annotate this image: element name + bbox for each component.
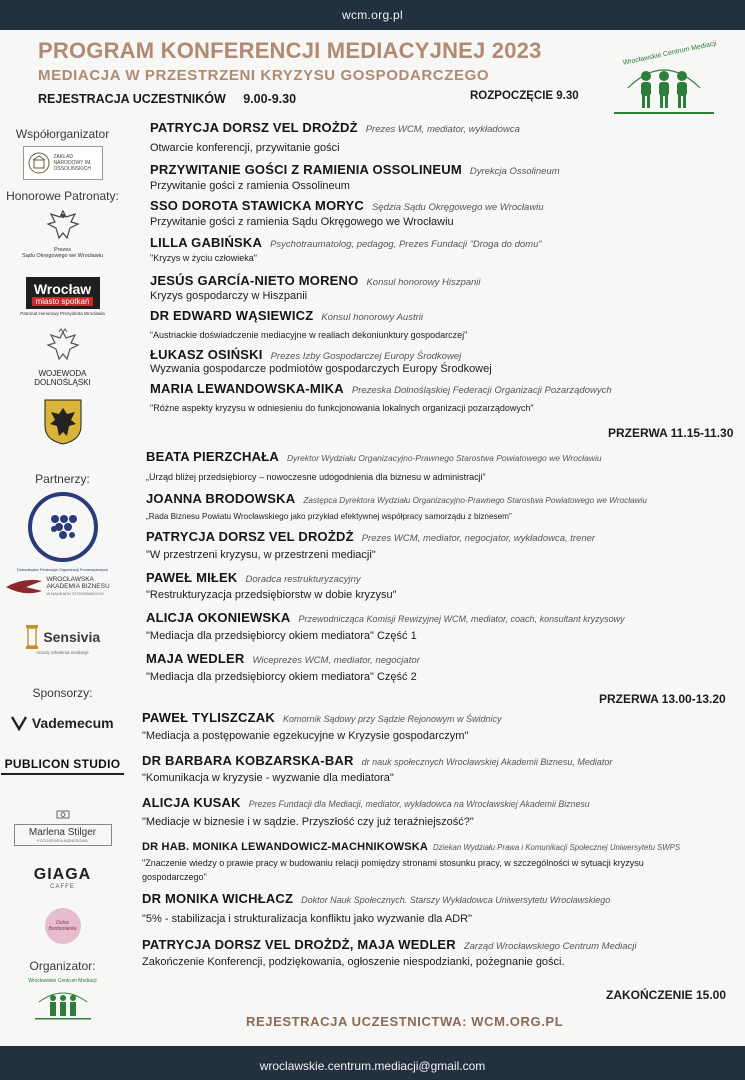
publicon-text: PUBLICON STUDIO bbox=[4, 757, 121, 771]
speaker-name: ALICJA OKONIEWSKA bbox=[146, 610, 291, 625]
sensivia-text: Sensivia bbox=[43, 629, 101, 645]
partners-label: Partnerzy: bbox=[35, 472, 90, 486]
talk-topic: "Mediacje w biznesie i w sądzie. Przyszłość czy już teraźniejszość?" bbox=[142, 816, 474, 828]
page-subtitle: MEDIACJA W PRZESTRZENI KRYZYSU GOSPODARCZEGO bbox=[38, 67, 490, 84]
agenda-item bbox=[142, 752, 612, 770]
speaker-role: Doktor Nauk Społecznych. Starszy Wykładowca Uniwersytetu Wrocławskiego bbox=[301, 895, 611, 905]
talk-topic: "Komunikacja w kryzysie - wyzwanie dla mediatora" bbox=[142, 772, 394, 784]
speaker-name: MARIA LEWANDOWSKA-MIKA bbox=[150, 381, 344, 396]
talk-topic: "5% - stabilizacja i strukturalizacja konfliktu jako wyzwanie dla ADR" bbox=[142, 913, 472, 925]
program-page bbox=[0, 30, 745, 1046]
speaker-role: dr nauk społecznych Wrocławskiej Akademii Biznesu, Mediator bbox=[361, 757, 613, 767]
v-mark-icon bbox=[11, 715, 27, 731]
organizer-people-icon bbox=[33, 984, 93, 1020]
academy-line1: WROCŁAWSKA bbox=[46, 576, 94, 583]
speaker-role: Zastępca Dyrektora Wydziału Organizacyjno-Prawnego Starostwa Powiatowego we Wrocławiu bbox=[303, 496, 647, 505]
talk-topic: Otwarcie konferencji, przywitanie gości bbox=[150, 142, 340, 154]
speaker-name: JESÚS GARCÍA-NIETO MORENO bbox=[150, 273, 359, 288]
coorganizer-label-wrap bbox=[0, 125, 125, 143]
talk-topic-cont: gospodarczego" bbox=[142, 872, 207, 882]
speaker-role: Konsul honorowy Hiszpanii bbox=[366, 277, 481, 288]
patronage-label-wrap bbox=[0, 187, 125, 205]
break-first: PRZERWA 11.15-11.30 bbox=[608, 426, 734, 440]
patronage-label: Honorowe Patronaty: bbox=[6, 189, 119, 203]
court-logo bbox=[0, 208, 125, 259]
speaker-role: Wiceprezes WCM, mediator, negocjator bbox=[252, 655, 420, 666]
agenda-item bbox=[146, 569, 361, 587]
agenda-item bbox=[142, 936, 636, 954]
speaker-name: ŁUKASZ OSIŃSKI bbox=[150, 347, 263, 362]
round-logo-text: Dolce Bonbonierka bbox=[48, 920, 77, 932]
speaker-role: Prezes WCM, mediator, negocjator, wykładowca, trener bbox=[361, 533, 596, 544]
wcm-logo-underline bbox=[614, 112, 714, 114]
speaker-role: Doradca restrukturyzacyjny bbox=[245, 574, 361, 585]
agenda-item bbox=[146, 528, 595, 546]
talk-topic: "Restrukturyzacja przedsiębiorstw w dobie kryzysu" bbox=[146, 589, 397, 601]
vademecum-text: Vademecum bbox=[31, 714, 114, 731]
speaker-role: Prezes Fundacji dla Mediacji, mediator, wykładowca na Wrocławskiej Akademii Biznesu bbox=[248, 799, 590, 809]
federation-logo bbox=[0, 492, 125, 572]
court-logo-line1: Prezes bbox=[53, 247, 72, 253]
agenda-item bbox=[150, 346, 461, 364]
speaker-name: DR EDWARD WĄSIEWICZ bbox=[150, 308, 314, 323]
agenda-item bbox=[146, 650, 420, 668]
coat-of-arms-icon bbox=[43, 398, 83, 446]
academy-logo bbox=[0, 576, 125, 597]
speaker-name: SSO DOROTA STAWICKA MORYC bbox=[150, 198, 364, 213]
coorganizer-label: Współorganizator bbox=[15, 127, 110, 141]
speaker-role: Prezeska Dolnośląskiej Federacji Organizacji Pozarządowych bbox=[351, 385, 612, 396]
talk-topic: „Urząd bliżej przedsiębiorcy – nowoczesne udogodnienia dla biznesu w administracji” bbox=[146, 472, 486, 482]
speaker-name: ALICJA KUSAK bbox=[142, 795, 241, 810]
voivode-line1: WOJEWODA bbox=[38, 369, 87, 378]
organizer-label-wrap bbox=[0, 957, 125, 975]
giaga-text: GIAGA bbox=[33, 866, 92, 883]
talk-topic: Wyzwania gospodarcze podmiotów gospodarczych Europy Środkowej bbox=[150, 363, 492, 375]
agenda-item bbox=[150, 307, 423, 325]
agenda-item bbox=[142, 890, 610, 908]
speaker-role: Sędzia Sądu Okręgowego we Wrocławiu bbox=[371, 202, 544, 213]
agenda-item bbox=[142, 794, 590, 812]
wings-icon bbox=[6, 577, 42, 597]
talk-topic: "Różne aspekty kryzysu w odniesieniu do funkcjonowania lokalnych organizacji pozarządowych" bbox=[150, 403, 534, 413]
speaker-name: PATRYCJA DORSZ VEL DROŻDŻ bbox=[150, 120, 358, 135]
talk-topic: "Mediacja dla przedsiębiorcy okiem mediatora" Część 1 bbox=[146, 630, 417, 642]
talk-topic: "Kryzys w życiu człowieka" bbox=[150, 253, 257, 263]
column-icon bbox=[25, 624, 39, 650]
camera-icon bbox=[56, 809, 70, 819]
talk-topic: Przywitanie gości z ramienia Sądu Okręgowego we Wrocławiu bbox=[150, 216, 454, 228]
federation-grapes-icon bbox=[28, 492, 98, 562]
ossolineum-logo bbox=[0, 146, 125, 180]
ossolineum-logo-text: ZAKŁAD NARODOWY IM. OSSOLIŃSKICH bbox=[53, 154, 92, 172]
talk-topic: “Austriackie doświadczenie mediacyjne w realiach dekoniunktury gospodarczej” bbox=[150, 330, 468, 340]
court-logo-line2: Sądu Okręgowego we Wrocławiu bbox=[22, 253, 103, 259]
wroclaw-logo bbox=[0, 277, 125, 316]
stilger-logo bbox=[0, 806, 125, 846]
speaker-name: PATRYCJA DORSZ VEL DROŻDŻ bbox=[146, 529, 354, 544]
start-time: ROZPOCZĘCIE 9.30 bbox=[470, 90, 579, 102]
speaker-role: Konsul honorowy Austrii bbox=[321, 312, 423, 323]
speaker-role: Zarząd Wrocławskiego Centrum Mediacji bbox=[463, 941, 637, 952]
speaker-role: Psychotraumatolog, pedagog, Prezes Fundacji “Droga do domu” bbox=[270, 239, 542, 250]
talk-topic: Zakończenie Konferencji, podziękowania, ogłoszenie niespodzianki, pożegnanie gości. bbox=[142, 956, 565, 968]
talk-topic: "Znaczenie wiedzy o prawie pracy w budowaniu relacji pomiędzy stronami stosunku pracy, w szczególności w sytuacji kryzysu bbox=[142, 858, 644, 868]
top-band bbox=[0, 0, 745, 30]
wroclaw-logo-text: Wrocław bbox=[33, 280, 92, 297]
talk-topic: "Mediacja dla przedsiębiorcy okiem mediatora" Część 2 bbox=[146, 671, 417, 683]
break-second: PRZERWA 13.00-13.20 bbox=[599, 692, 726, 706]
agenda-item bbox=[146, 609, 625, 627]
organizer-logo bbox=[0, 978, 125, 1025]
agenda-item bbox=[150, 380, 612, 398]
partners-label-wrap bbox=[0, 470, 125, 488]
speaker-name: BEATA PIERZCHAŁA bbox=[146, 449, 279, 464]
sensivia-sub: rozwój szkolenia mediacje bbox=[36, 650, 89, 655]
agenda-item bbox=[150, 161, 560, 179]
agenda-item bbox=[150, 119, 520, 137]
talk-topic: "Mediacja a postępowanie egzekucyjne w Kryzysie gospodarczym" bbox=[142, 730, 469, 742]
site-url: wcm.org.pl bbox=[341, 8, 403, 22]
agenda-item bbox=[150, 234, 542, 252]
federation-logo-text: Dolnośląska Federacja Organizacji Pozarządowych bbox=[16, 567, 109, 572]
eagle-crown-icon bbox=[45, 328, 81, 364]
voivode-logo bbox=[0, 328, 125, 387]
wcm-logo-text: Wrocławskie Centrum Mediacji bbox=[622, 40, 718, 67]
talk-topic: „Rada Biznesu Powiatu Wrocławskiego jako przykład efektywnej współpracy samorządu z biznesem” bbox=[146, 512, 512, 521]
speaker-name: DR HAB. MONIKA LEWANDOWICZ-MACHNIKOWSKA bbox=[142, 841, 429, 853]
organizer-label: Organizator: bbox=[29, 959, 96, 973]
giaga-sub: CAFFE bbox=[50, 884, 75, 890]
agenda-item bbox=[146, 490, 647, 508]
agenda-item bbox=[150, 272, 481, 290]
sensivia-logo bbox=[0, 624, 125, 655]
talk-topic: Przywitanie gości z ramienia Ossolineum bbox=[150, 180, 350, 192]
page-title: PROGRAM KONFERENCJI MEDIACYJNEJ 2023 bbox=[38, 38, 542, 63]
sponsors-label-wrap bbox=[0, 684, 125, 702]
wroclaw-logo-sub: miasto spotkań bbox=[32, 297, 94, 306]
speaker-name: MAJA WEDLER bbox=[146, 651, 245, 666]
speaker-name: PATRYCJA DORSZ VEL DROŻDŻ, MAJA WEDLER bbox=[142, 937, 456, 952]
agenda-item bbox=[142, 709, 502, 727]
talk-topic: Kryzys gospodarczy w Hiszpanii bbox=[150, 290, 308, 302]
registration-line bbox=[38, 92, 296, 106]
sponsors-label: Sponsorzy: bbox=[32, 686, 93, 700]
voivode-line2: DOLNOŚLĄSKI bbox=[34, 378, 91, 387]
speaker-name: JOANNA BRODOWSKA bbox=[146, 491, 296, 506]
agenda-item bbox=[142, 837, 680, 855]
speaker-role: Dyrekcja Ossolineum bbox=[469, 166, 560, 177]
speaker-name: PAWEŁ TYLISZCZAK bbox=[142, 710, 275, 725]
speaker-name: PRZYWITANIE GOŚCI Z RAMIENIA OSSOLINEUM bbox=[150, 162, 462, 177]
round-logo bbox=[0, 908, 125, 944]
wcm-logo bbox=[614, 40, 718, 116]
speaker-role: Przewodnicząca Komisji Rewizyjnej WCM, mediator, coach, konsultant kryzysowy bbox=[298, 614, 625, 624]
organizer-logo-text: Wrocławskie Centrum Mediacji bbox=[28, 978, 97, 984]
speaker-role: Komornik Sądowy przy Sądzie Rejonowym w Świdnicy bbox=[282, 714, 502, 724]
speaker-role: Prezes WCM, mediator, wykładowca bbox=[365, 124, 520, 135]
giaga-logo bbox=[0, 866, 125, 890]
academy-line3: W NAUKACH STOSOWANYCH bbox=[46, 591, 104, 596]
coat-of-arms bbox=[0, 398, 125, 451]
building-icon bbox=[28, 152, 50, 174]
speaker-role: Prezes Izby Gospodarczej Europy Środkowej bbox=[270, 351, 462, 362]
agenda-item bbox=[150, 197, 544, 215]
end-time: ZAKOŃCZENIE 15.00 bbox=[606, 988, 727, 1002]
registration-time: 9.00-9.30 bbox=[243, 92, 297, 106]
talk-topic: "W przestrzeni kryzysu, w przestrzeni mediacji" bbox=[146, 549, 376, 561]
stilger-text: Marlena Stilger bbox=[28, 827, 97, 838]
contact-email: wroclawskie.centrum.mediacji@gmail.com bbox=[259, 1059, 486, 1073]
speaker-name: LILLA GABIŃSKA bbox=[150, 235, 263, 250]
agenda-item bbox=[146, 448, 602, 466]
registration-label: REJESTRACJA UCZESTNIKÓW bbox=[38, 92, 226, 106]
vademecum-logo bbox=[0, 714, 125, 732]
speaker-name: PAWEŁ MIŁEK bbox=[146, 570, 238, 585]
speaker-name: DR MONIKA WICHŁACZ bbox=[142, 891, 294, 906]
academy-line2: AKADEMIA BIZNESU bbox=[46, 583, 110, 590]
registration-footer: REJESTRACJA UCZESTNICTWA: WCM.ORG.PL bbox=[246, 1014, 564, 1029]
speaker-role: Dziekan Wydziału Prawa i Komunikacji Społecznej Uniwersytetu SWPS bbox=[433, 843, 681, 852]
eagle-icon bbox=[45, 208, 81, 242]
publicon-logo bbox=[0, 755, 125, 775]
stilger-sub: FOTOGRAFIA BIZNESOWA bbox=[37, 838, 88, 843]
speaker-name: DR BARBARA KOBZARSKA-BAR bbox=[142, 753, 354, 768]
bottom-band bbox=[0, 1046, 745, 1080]
speaker-role: Dyrektor Wydziału Organizacyjno-Prawnego Starostwa Powiatowego we Wrocławiu bbox=[286, 453, 602, 463]
wroclaw-logo-caption: Patronat Honorowy Prezydenta Wrocławia bbox=[20, 311, 105, 316]
